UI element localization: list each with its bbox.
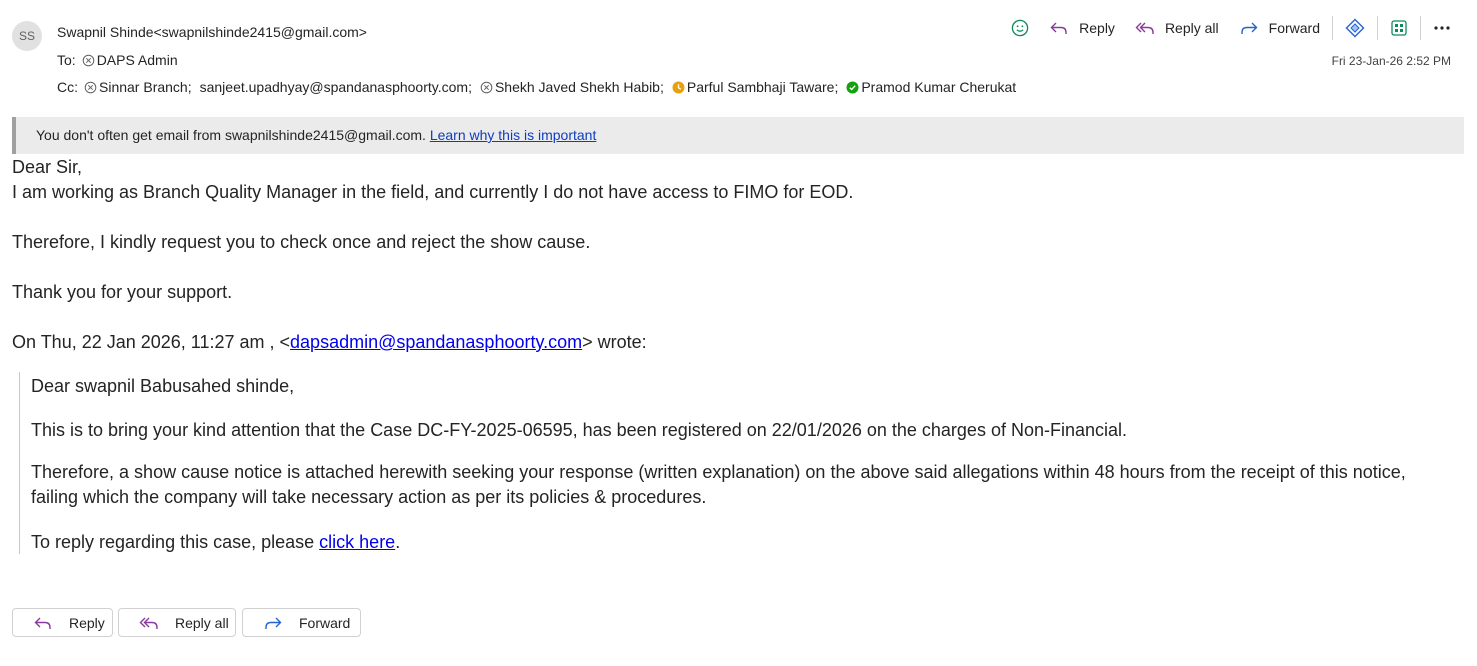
message-toolbar [1001, 14, 1461, 42]
reaction-button[interactable] [1001, 14, 1039, 42]
cc-recipient-sinnar-branch[interactable] [84, 79, 192, 95]
reply-all-label: Reply all [175, 614, 229, 631]
recipient-name: DAPS Admin [96, 52, 178, 68]
reply-label: Reply [69, 614, 105, 631]
recipient-name: Pramod Kumar Cherukat [861, 79, 1017, 95]
forward-icon [1239, 20, 1259, 36]
reply-all-button[interactable] [1125, 14, 1229, 42]
recipient-daps-admin[interactable] [82, 52, 178, 68]
sender-name[interactable]: Swapnil Shinde<swapnilshinde2415@gmail.com> [57, 24, 367, 40]
click-here-link[interactable]: click here [319, 532, 396, 552]
unknown-status-icon [82, 54, 95, 67]
reply-all-label: Reply all [1164, 20, 1219, 36]
unknown-status-icon [84, 81, 97, 94]
reply-all-icon [139, 615, 159, 631]
body-line-3: Thank you for your support. [12, 282, 233, 302]
quote-para-2-line-2: failing which the company will take necessary action as per its policies & procedures. [31, 487, 707, 507]
apps-button[interactable] [1380, 14, 1418, 42]
bottom-reply-all-button[interactable] [118, 608, 236, 637]
body-greeting: Dear Sir, [12, 157, 83, 177]
reply-all-icon [1135, 20, 1155, 36]
copilot-button[interactable] [1335, 14, 1375, 42]
apps-icon [1390, 19, 1408, 37]
quote-greeting: Dear swapnil Babusahed shinde, [31, 376, 295, 396]
forward-label: Forward [299, 614, 351, 631]
cc-recipient-sanjeet[interactable] [200, 79, 472, 95]
sent-date: Fri 23-Jan-26 2:52 PM [1331, 54, 1451, 68]
banner-text: You don't often get email from swapnilshinde2415@gmail.com. [36, 127, 426, 143]
quoted-message [19, 372, 1470, 554]
to-line [57, 52, 186, 68]
reply-icon [1049, 20, 1069, 36]
cc-line [57, 79, 1024, 95]
cc-recipient-parful[interactable] [672, 79, 838, 95]
bottom-forward-button[interactable] [242, 608, 361, 637]
toolbar-divider [1420, 16, 1421, 40]
learn-why-link[interactable]: Learn why this is important [429, 127, 597, 143]
more-icon [1433, 25, 1451, 31]
quote-attribution [12, 332, 647, 353]
copilot-icon [1345, 18, 1365, 38]
forward-icon [263, 615, 283, 631]
available-status-icon [846, 81, 859, 94]
daps-admin-email-link[interactable]: dapsadmin@spandanasphoorty.com [290, 332, 583, 352]
cc-label: Cc: [57, 79, 78, 95]
recipient-name: Sinnar Branch; [99, 79, 192, 95]
toolbar-divider [1332, 16, 1333, 40]
cc-recipient-shekh-javed[interactable] [480, 79, 664, 95]
to-label: To: [57, 52, 76, 68]
quote-para-3 [31, 532, 400, 553]
reply-label: Reply [1079, 20, 1115, 36]
body-line-1: I am working as Branch Quality Manager in the field, and currently I do not have access to FIMO for EOD. [12, 182, 854, 202]
avatar[interactable]: SS [12, 21, 42, 51]
body-line-2: Therefore, I kindly request you to check once and reject the show cause. [12, 232, 591, 252]
attribution-post: > wrote: [582, 332, 647, 352]
attribution-pre: On Thu, 22 Jan 2026, 11:27 am , < [12, 332, 291, 352]
quote-para-3-pre: To reply regarding this case, please [31, 532, 320, 552]
quote-para-3-post: . [395, 532, 401, 552]
more-actions-button[interactable] [1423, 14, 1461, 42]
quote-para-2-line-1: Therefore, a show cause notice is attached herewith seeking your response (written explanation) on the above said allegations within 48 hours from the receipt of this notice, [31, 462, 1406, 482]
smiley-icon [1011, 19, 1029, 37]
forward-button[interactable] [1229, 14, 1330, 42]
reply-icon [33, 615, 53, 631]
forward-label: Forward [1268, 20, 1320, 36]
quote-para-1: This is to bring your kind attention that the Case DC-FY-2025-06595, has been registered on 22/01/2026 on the charges of Non-Financial. [31, 420, 1128, 440]
toolbar-divider [1377, 16, 1378, 40]
recipient-name: sanjeet.upadhyay@spandanasphoorty.com; [199, 79, 472, 95]
away-status-icon [672, 81, 685, 94]
reply-button[interactable] [1039, 14, 1125, 42]
recipient-name: Shekh Javed Shekh Habib; [494, 79, 664, 95]
recipient-name: Parful Sambhaji Taware; [686, 79, 839, 95]
unknown-status-icon [480, 81, 493, 94]
bottom-reply-button[interactable] [12, 608, 113, 637]
cc-recipient-pramod[interactable] [846, 79, 1016, 95]
external-sender-banner [12, 117, 1464, 154]
